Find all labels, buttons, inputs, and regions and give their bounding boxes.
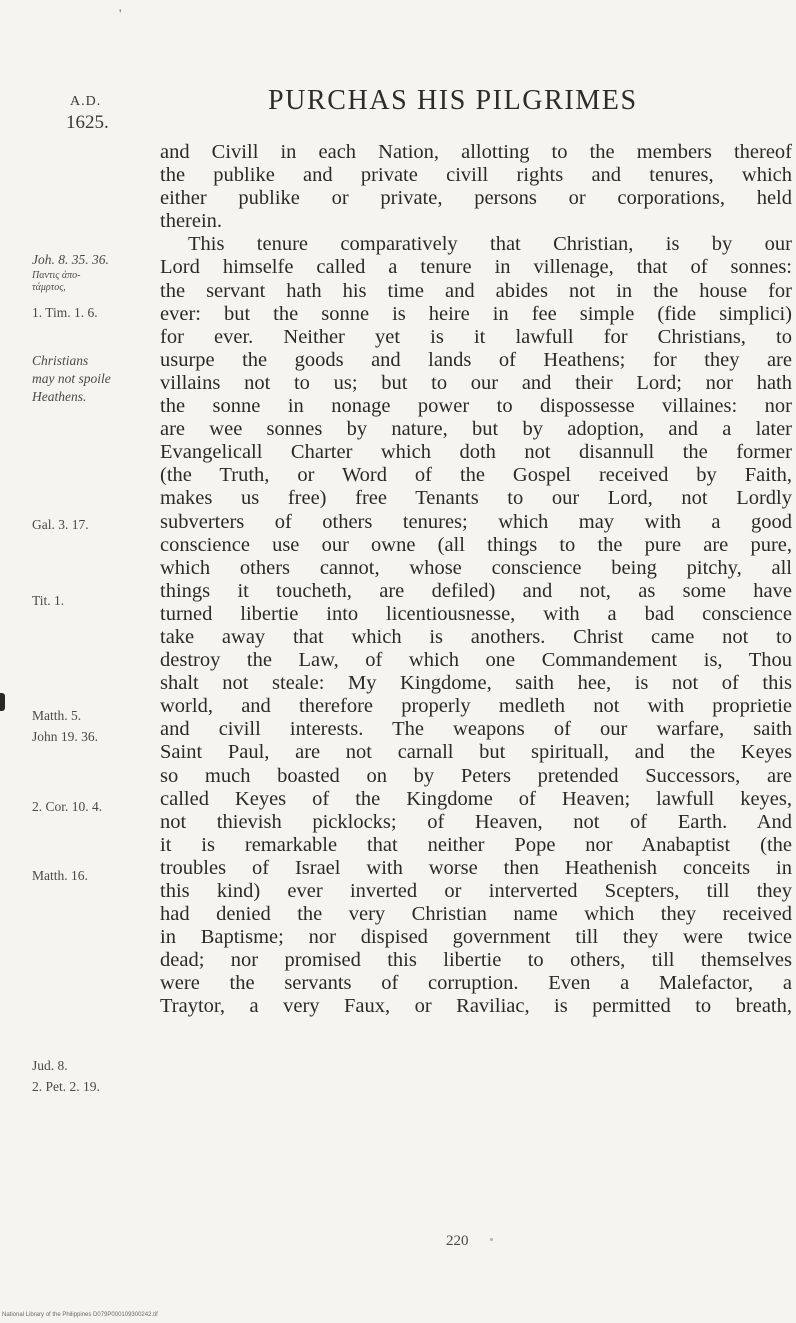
margin-note: 1. Tim. 1. 6. xyxy=(32,305,98,320)
margin-note: Matth. 16. xyxy=(32,868,88,883)
text-line: take away that which is anothers. Christ came not to xyxy=(160,625,792,648)
text-line: ever: but the sonne is heire in fee simple (fide simplici) xyxy=(160,302,792,325)
text-line: conscience use our owne (all things to the pure are pure, xyxy=(160,533,792,556)
text-line: were the servants of corruption. Even a Malefactor, a xyxy=(160,972,792,995)
margin-note: Gal. 3. 17. xyxy=(32,517,89,532)
text-line: destroy the Law, of which one Commandement is, Thou xyxy=(160,649,792,672)
text-line: world, and therefore properly medleth not with proprietie xyxy=(160,695,792,718)
text-line: Saint Paul, are not carnall but spirituall, and the Keyes xyxy=(160,741,792,764)
running-title: PURCHAS HIS PILGRIMES xyxy=(268,85,638,116)
scan-credit: National Library of the Philippines D079P000109300242.tif xyxy=(2,1312,158,1318)
era-label: A.D. xyxy=(70,94,102,109)
text-line: had denied the very Christian name which they received xyxy=(160,903,792,926)
text-line: called Keyes of the Kingdome of Heaven; lawfull keyes, xyxy=(160,787,792,810)
text-line: either publike or private, persons or corporations, held xyxy=(160,187,792,210)
text-line: so much boasted on by Peters pretended Successors, are xyxy=(160,764,792,787)
text-line: makes us free) free Tenants to our Lord, not Lordly xyxy=(160,487,792,510)
text-line: usurpe the goods and lands of Heathens; for they are xyxy=(160,348,792,371)
text-line: villains not to us; but to our and their Lord; nor hath xyxy=(160,371,792,394)
text-line: for ever. Neither yet is it lawfull for Christians, to xyxy=(160,325,792,348)
margin-note: Joh. 8. 35. 36. xyxy=(32,252,109,267)
text-line: shalt not steale: My Kingdome, saith hee, is not of this xyxy=(160,672,792,695)
margin-note: 2. Cor. 10. 4. xyxy=(32,799,103,814)
text-line: the publike and private civill rights and tenures, which xyxy=(160,164,792,187)
text-line: Lord himselfe called a tenure in villenage, that of sonnes: xyxy=(160,256,792,279)
text-line: (the Truth, or Word of the Gospel received by Faith, xyxy=(160,464,792,487)
text-line: the sonne in nonage power to dispossesse villaines: nor xyxy=(160,395,792,418)
text-line: and Civill in each Nation, allotting to the members thereof xyxy=(160,141,792,163)
margin-note-greek: τάμρτος, xyxy=(32,282,66,293)
text-line: are wee sonnes by nature, but by adoption, and a later xyxy=(160,418,792,441)
text-line: dead; nor promised this libertie to others, till themselves xyxy=(160,949,792,972)
text-line: This tenure comparatively that Christian, is by our xyxy=(188,233,792,256)
text-line: therein. xyxy=(160,210,223,233)
text-line: troubles of Israel with worse then Heathenish conceits in xyxy=(160,856,792,879)
margin-note-greek: Παντις ἀπο- xyxy=(32,270,81,281)
text-line: not thievish picklocks; of Heaven, not of Earth. And xyxy=(160,810,792,833)
body-text xyxy=(160,141,792,1019)
text-line: it is remarkable that neither Pope nor Anabaptist (the xyxy=(160,833,792,856)
text-line: Traytor, a very Faux, or Raviliac, is permitted to breath, xyxy=(160,995,792,1018)
text-line: the servant hath his time and abides not in the house for xyxy=(160,279,792,302)
margin-side-heading: may not spoile xyxy=(32,371,111,386)
margin-note: Tit. 1. xyxy=(32,593,65,608)
text-line: subverters of others tenures; which may with a good xyxy=(160,510,792,533)
top-ink-mark: ' xyxy=(119,6,122,21)
margin-note: John 19. 36. xyxy=(32,729,99,744)
margin-side-heading: Heathens. xyxy=(32,389,87,404)
text-line: things it toucheth, are defiled) and not, as some have xyxy=(160,579,792,602)
text-line: this kind) ever inverted or interverted Scepters, till they xyxy=(160,880,792,902)
year-label: 1625. xyxy=(66,112,109,133)
text-line: turned libertie into licentiousnesse, with a bad conscience xyxy=(160,602,792,625)
margin-note: Matth. 5. xyxy=(32,708,82,723)
margin-side-heading: Christians xyxy=(32,353,89,368)
text-line: which others cannot, whose conscience being pitchy, all xyxy=(160,556,792,579)
page-edge-mark xyxy=(0,693,5,711)
ink-speck xyxy=(490,1238,493,1241)
text-line: Evangelicall Charter which doth not disannull the former xyxy=(160,441,792,464)
margin-note: Jud. 8. xyxy=(32,1058,68,1073)
page-number: 220 xyxy=(446,1233,469,1249)
text-line: and civill interests. The weapons of our warfare, saith xyxy=(160,718,792,741)
margin-note: 2. Pet. 2. 19. xyxy=(32,1079,100,1094)
text-line: in Baptisme; nor dispised government till they were twice xyxy=(160,926,792,949)
